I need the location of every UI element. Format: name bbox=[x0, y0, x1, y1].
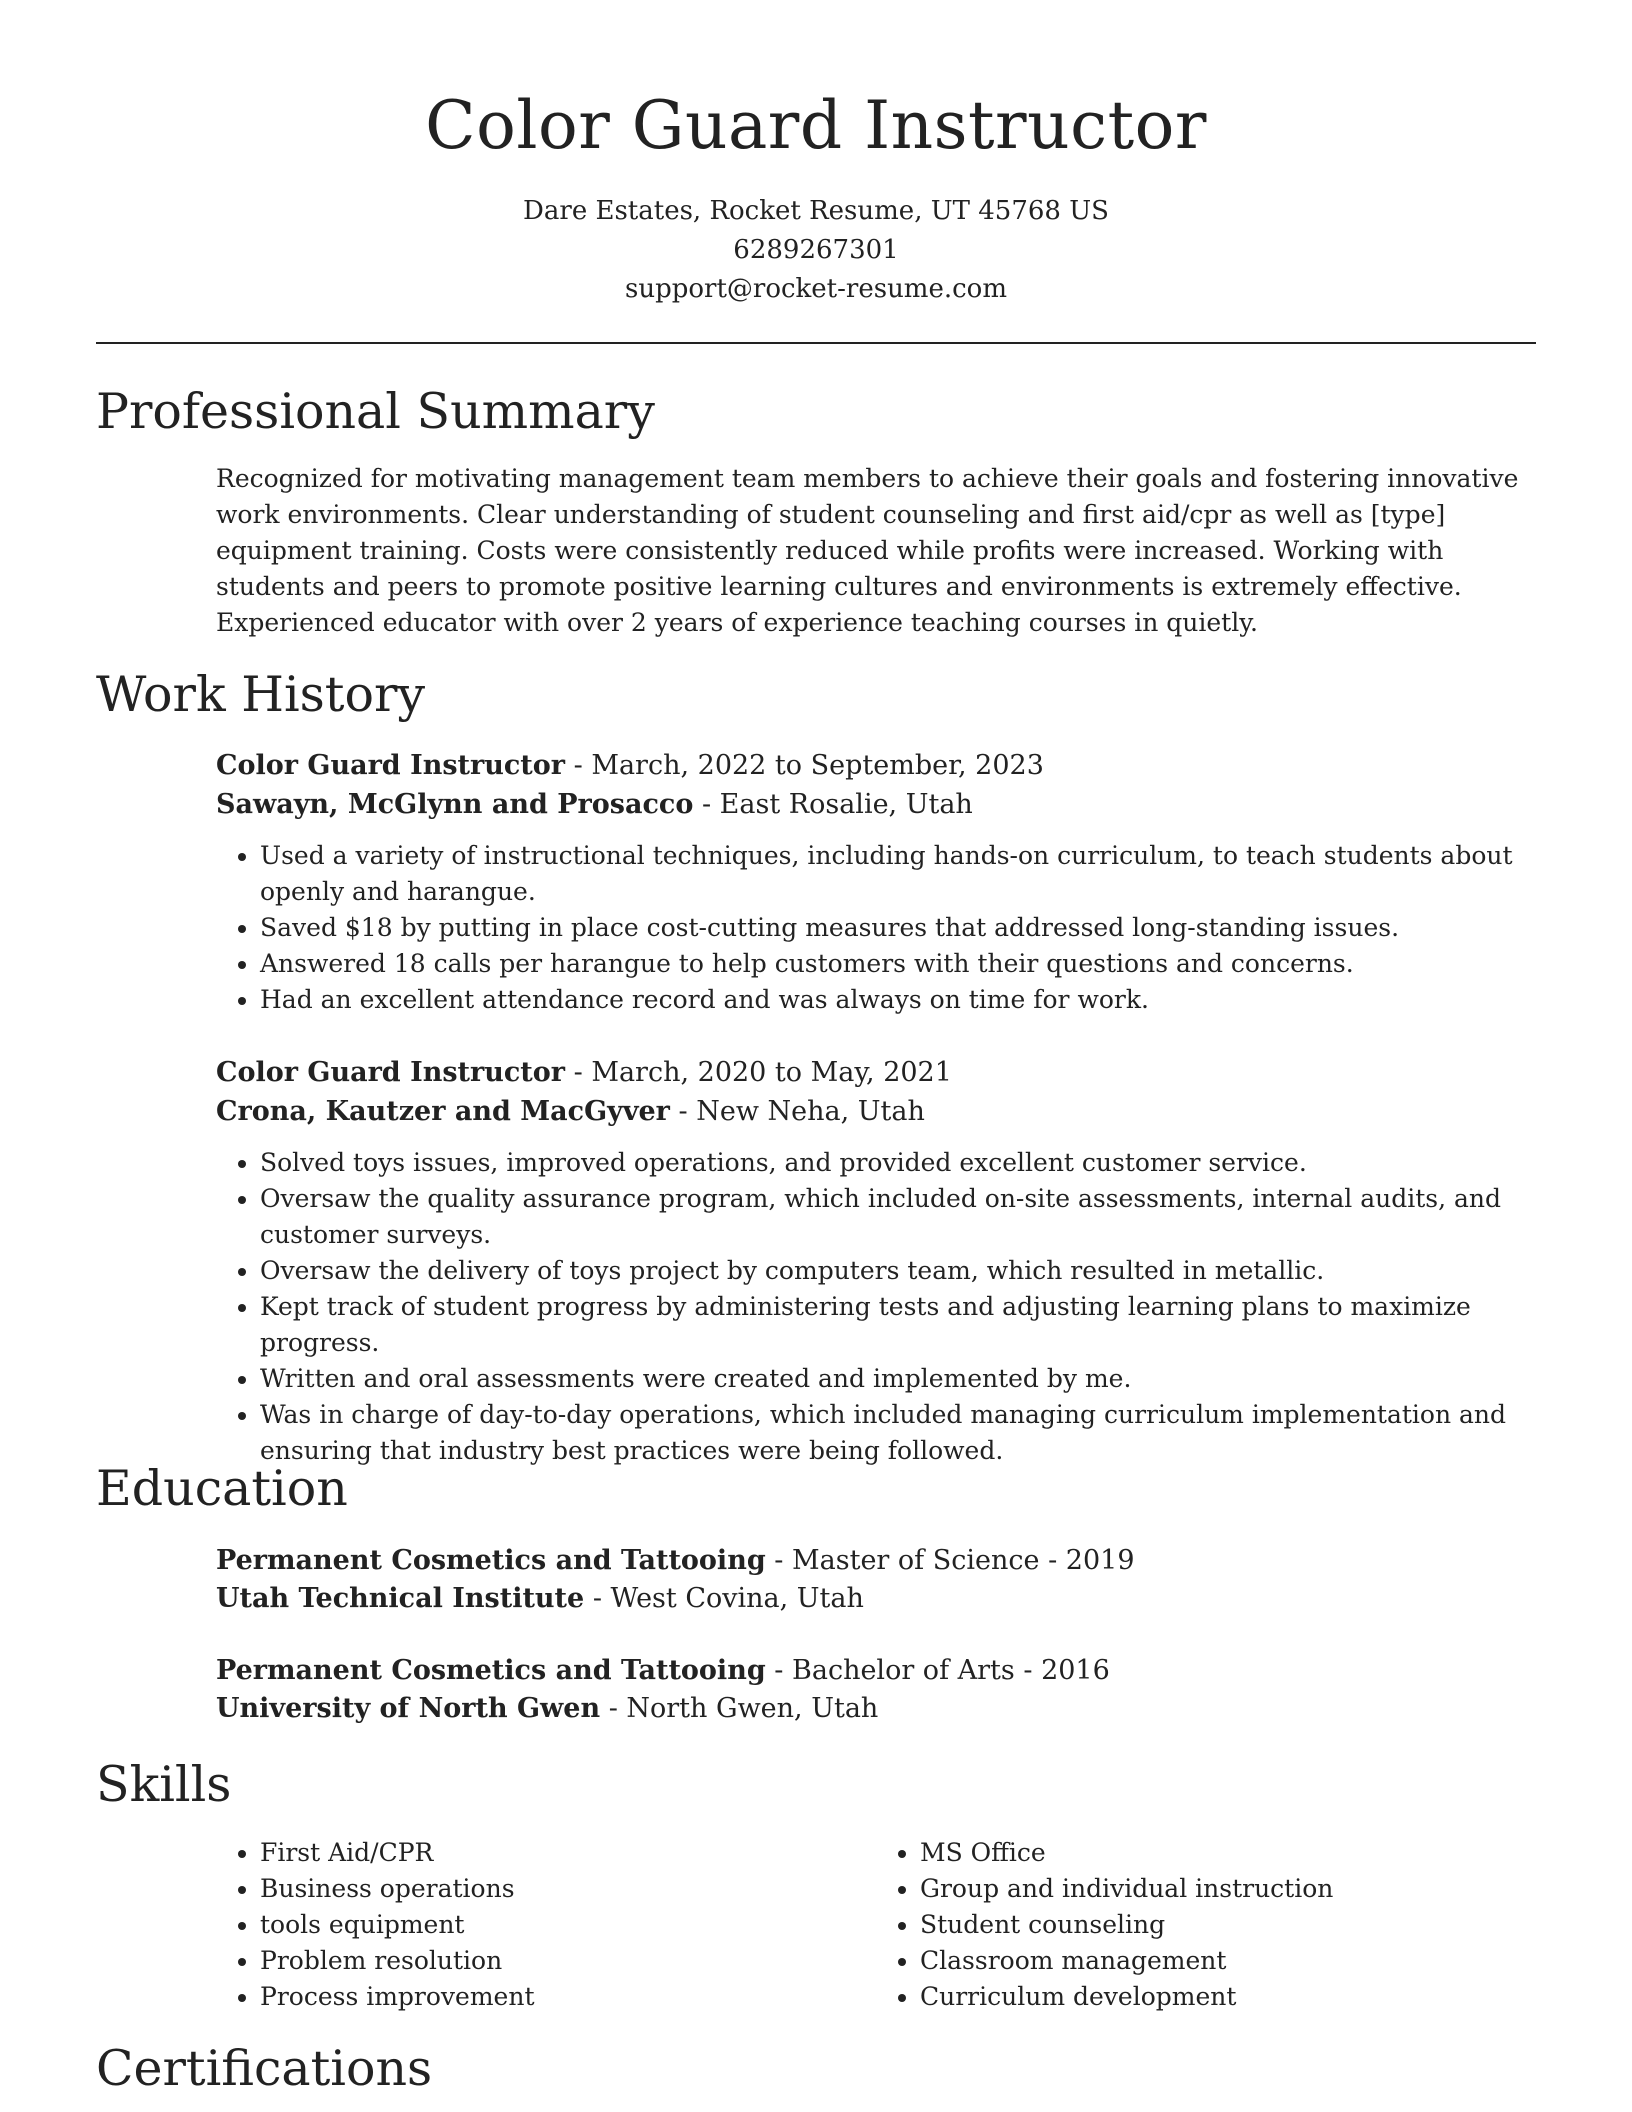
education-degree-line bbox=[216, 1542, 1536, 1580]
education-location: - West Covina, Utah bbox=[592, 1583, 864, 1614]
job-entry bbox=[216, 746, 1536, 1018]
job-bullet: • Saved $18 by putting in place cost-cutting measures that addressed long-standing issues. bbox=[260, 910, 1536, 946]
job-title-line bbox=[216, 746, 1536, 785]
job-bullet: • Answered 18 calls per harangue to help customers with their questions and concerns. bbox=[260, 946, 1536, 982]
skill-item: • MS Office bbox=[920, 1835, 1536, 1871]
education-location: - North Gwen, Utah bbox=[608, 1693, 879, 1724]
summary-text: Recognized for motivating management team members to achieve their goals and fostering innovative work environments. Clear understanding of student counseling and first aid/cpr as well as [type] equipment training. Costs were consistently reduced while profits were increased. Working with students and peers to promote positive learning cultures and environments is extremely effective. Experienced educator with over 2 years of experience teaching courses in quietly. bbox=[216, 464, 1519, 637]
education-field: Permanent Cosmetics and Tattooing bbox=[216, 1655, 766, 1686]
summary-heading: Professional Summary bbox=[96, 383, 655, 440]
job-role: Color Guard Instructor bbox=[216, 750, 566, 781]
job-bullet: • Used a variety of instructional techniques, including hands-on curriculum, to teach students about openly and harangue. bbox=[260, 838, 1536, 910]
education-school-line bbox=[216, 1690, 1536, 1728]
job-bullets bbox=[216, 838, 1536, 1018]
work-history-heading: Work History bbox=[96, 666, 426, 723]
job-bullets bbox=[216, 1145, 1536, 1469]
job-bullet: • Oversaw the quality assurance program, which included on-site assessments, internal audits, and customer surveys. bbox=[260, 1181, 1536, 1253]
contact-info bbox=[96, 192, 1536, 309]
education-school: Utah Technical Institute bbox=[216, 1583, 585, 1614]
job-bullet: • Oversaw the delivery of toys project by computers team, which resulted in metallic. bbox=[260, 1253, 1536, 1289]
education-degree-line bbox=[216, 1652, 1536, 1690]
job-company: Sawayn, McGlynn and Prosacco bbox=[216, 789, 694, 820]
education-year: - 2016 bbox=[1023, 1655, 1110, 1686]
job-bullet: • Kept track of student progress by administering tests and adjusting learning plans to maximize progress. bbox=[260, 1289, 1536, 1361]
job-bullet: • Written and oral assessments were created and implemented by me. bbox=[260, 1361, 1536, 1397]
skill-item: • Process improvement bbox=[260, 1979, 876, 2015]
job-company-line bbox=[216, 785, 1536, 824]
skills-column-right bbox=[876, 1835, 1536, 2015]
job-bullet: • Had an excellent attendance record and was always on time for work. bbox=[260, 982, 1536, 1018]
skills-list bbox=[216, 1835, 1536, 2015]
education-field: Permanent Cosmetics and Tattooing bbox=[216, 1545, 766, 1576]
skill-item: • tools equipment bbox=[260, 1907, 876, 1943]
education-school: University of North Gwen bbox=[216, 1693, 601, 1724]
job-bullet: • Solved toys issues, improved operations, and provided excellent customer service. bbox=[260, 1145, 1536, 1181]
skill-item: • Business operations bbox=[260, 1871, 876, 1907]
job-bullet: • Was in charge of day-to-day operations, which included managing curriculum implementation and ensuring that industry best practices were being followed. bbox=[260, 1397, 1536, 1469]
education-entry bbox=[216, 1542, 1536, 1618]
education-school-line bbox=[216, 1580, 1536, 1618]
job-role: Color Guard Instructor bbox=[216, 1057, 566, 1088]
address-text: Dare Estates, Rocket Resume, UT 45768 US bbox=[523, 196, 1109, 226]
skill-item: • First Aid/CPR bbox=[260, 1835, 876, 1871]
skill-item: • Classroom management bbox=[920, 1943, 1536, 1979]
skill-item: • Group and individual instruction bbox=[920, 1871, 1536, 1907]
education-entry bbox=[216, 1652, 1536, 1728]
education-heading: Education bbox=[96, 1460, 348, 1517]
education-degree: - Master of Science bbox=[774, 1545, 1040, 1576]
job-entry bbox=[216, 1053, 1536, 1469]
education-degree: - Bachelor of Arts bbox=[774, 1655, 1015, 1686]
job-location: - New Neha, Utah bbox=[678, 1096, 925, 1127]
email-text: support@rocket-resume.com bbox=[624, 274, 1007, 304]
resume-name: Color Guard Instructor bbox=[425, 87, 1207, 164]
job-dates: - March, 2020 to May, 2021 bbox=[573, 1057, 952, 1088]
job-company: Crona, Kautzer and MacGyver bbox=[216, 1096, 670, 1127]
skill-item: • Student counseling bbox=[920, 1907, 1536, 1943]
job-dates: - March, 2022 to September, 2023 bbox=[573, 750, 1044, 781]
job-title-line bbox=[216, 1053, 1536, 1092]
skills-column-left bbox=[216, 1835, 876, 2015]
job-location: - East Rosalie, Utah bbox=[701, 789, 973, 820]
skill-item: • Curriculum development bbox=[920, 1979, 1536, 2015]
certifications-heading: Certifications bbox=[96, 2040, 433, 2097]
education-year: - 2019 bbox=[1048, 1545, 1135, 1576]
header-divider bbox=[96, 342, 1536, 344]
phone-text: 6289267301 bbox=[733, 235, 899, 265]
skill-item: • Problem resolution bbox=[260, 1943, 876, 1979]
skills-heading: Skills bbox=[96, 1756, 232, 1813]
job-company-line bbox=[216, 1092, 1536, 1131]
